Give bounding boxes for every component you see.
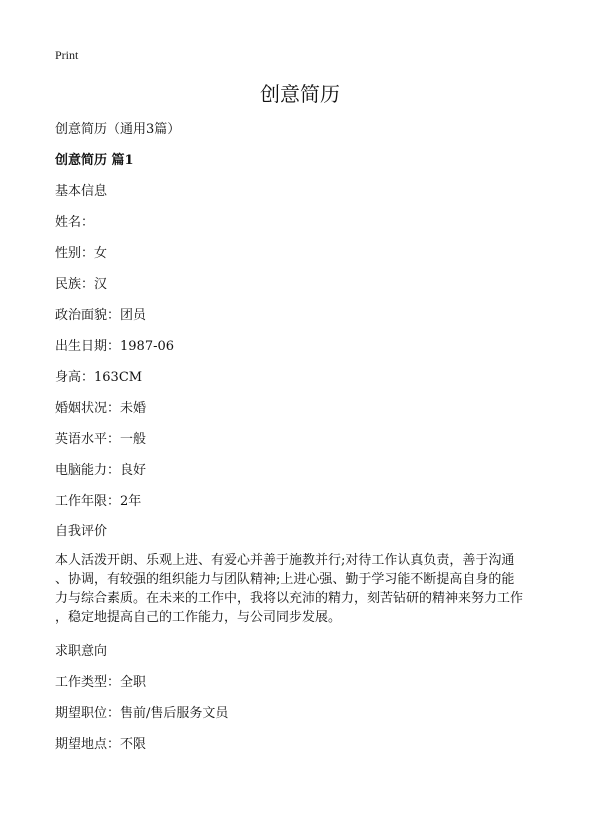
self-evaluation-heading: 自我评价 (55, 524, 108, 539)
field-label: 身高： (55, 370, 95, 385)
field-political-status (55, 307, 146, 325)
paragraph-line: 、协调，有较强的组织能力与团队精神;上进心强、勤于学习能不断提高自身的能 (55, 572, 515, 587)
field-english-level (55, 431, 146, 449)
field-label: 工作类型： (55, 675, 121, 690)
field-label: 婚姻状况： (55, 401, 121, 416)
print-label: Print (55, 48, 79, 62)
field-marital-status (55, 400, 146, 418)
document-subtitle: 创意简历（通用3篇） (55, 122, 181, 137)
field-label: 民族： (55, 277, 95, 292)
field-job-type (55, 674, 146, 692)
field-birth-date (55, 338, 174, 356)
field-label: 政治面貌： (55, 308, 121, 323)
field-label: 电脑能力： (55, 463, 121, 478)
field-name (55, 214, 94, 232)
field-label: 工作年限： (55, 494, 121, 509)
field-value: 一般 (120, 432, 147, 447)
field-value: 未婚 (120, 401, 147, 416)
field-work-years (55, 493, 141, 511)
field-value: 不限 (120, 737, 147, 752)
field-value: 售前/售后服务文员 (120, 706, 229, 721)
basic-info-heading: 基本信息 (55, 184, 108, 199)
job-intent-heading: 求职意向 (55, 644, 108, 659)
paragraph-line: 本人活泼开朗、乐观上进、有爱心并善于施教并行;对待工作认真负责，善于沟通 (55, 553, 515, 568)
field-value: 良好 (120, 463, 147, 478)
field-label: 出生日期： (55, 339, 121, 354)
field-label: 姓名： (55, 215, 95, 230)
field-value: 汉 (94, 277, 108, 292)
section-title: 创意简历 篇1 (55, 153, 134, 168)
document-title: 创意简历 (260, 82, 340, 106)
field-computer-skill (55, 462, 146, 480)
field-label: 英语水平： (55, 432, 121, 447)
field-label: 期望地点： (55, 737, 121, 752)
field-label: 性别： (55, 246, 95, 261)
paragraph-line: ，稳定地提高自己的工作能力，与公司同步发展。 (55, 610, 342, 625)
self-evaluation-paragraph (55, 551, 555, 627)
field-expected-location (55, 736, 146, 754)
field-value: 1987-06 (120, 339, 175, 354)
field-value: 2年 (120, 494, 142, 509)
field-gender (55, 245, 107, 263)
field-value: 163CM (94, 370, 143, 385)
field-ethnicity (55, 276, 107, 294)
field-height (55, 369, 142, 387)
paragraph-line: 力与综合素质。在未来的工作中，我将以充沛的精力，刻苦钻研的精神来努力工作 (55, 591, 524, 606)
field-value: 全职 (120, 675, 147, 690)
field-expected-position (55, 705, 228, 723)
field-value: 团员 (120, 308, 147, 323)
field-label: 期望职位： (55, 706, 121, 721)
field-value: 女 (94, 246, 108, 261)
